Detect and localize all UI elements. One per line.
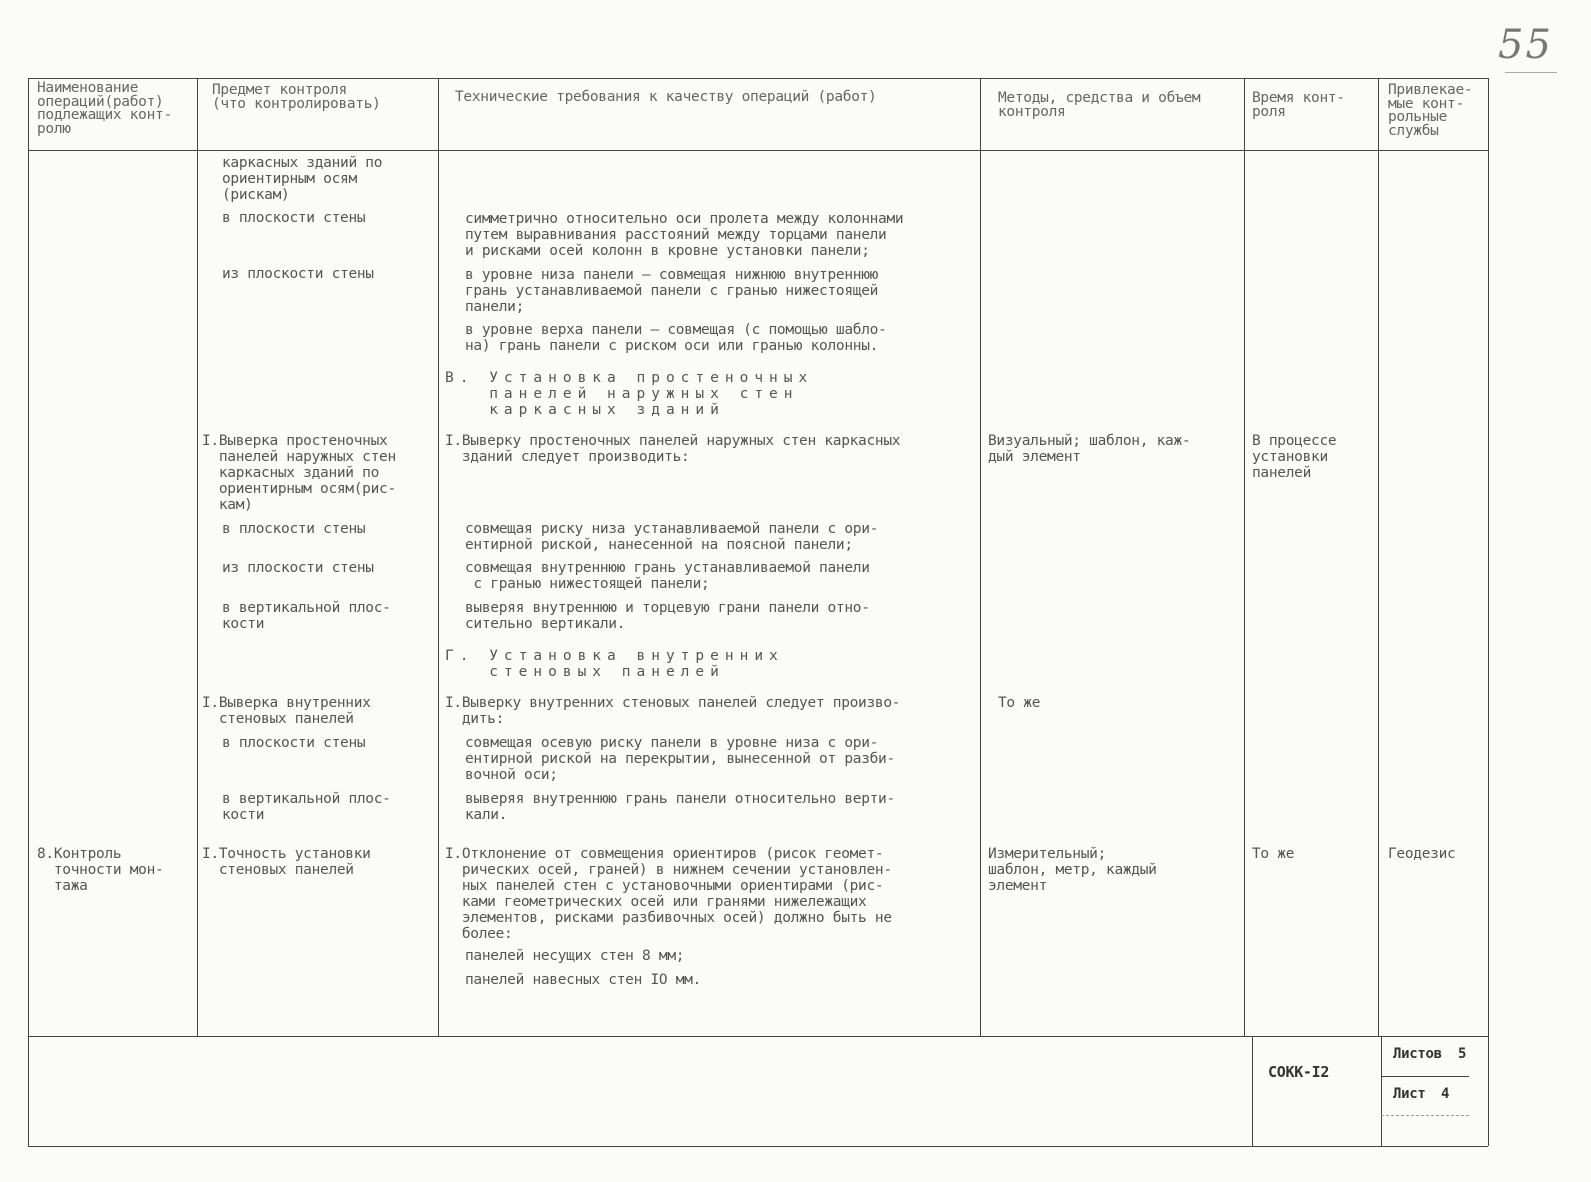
plane-a1: в плоскости стены xyxy=(222,210,366,226)
column-divider-4 xyxy=(1244,78,1245,1036)
requirement-a2: в уровне низа панели – совмещая нижнюю внутреннюю грань устанавливаемой панели с гранью нижестоящей панели; xyxy=(465,267,879,315)
section-v-heading: В. Установка простеночных панелей наружных стен каркасных зданий xyxy=(445,370,814,418)
requirement-g: I.Выверку внутренних стеновых панелей следует произво- дить: xyxy=(445,695,901,727)
page-bottom-border xyxy=(28,1146,1488,1147)
requirement-v1: совмещая риску низа устанавливаемой панели с ори- ентирной риской, нанесенной на поясной панели; xyxy=(465,521,879,553)
stamp-low-line xyxy=(1381,1115,1469,1116)
sheet-value: 4 xyxy=(1441,1086,1450,1102)
column-divider-2 xyxy=(438,78,439,1036)
header-operation-name: Наименование операций(работ) подлежащих конт- ролю xyxy=(37,80,172,137)
requirement-v2: совмещая внутреннюю грань устанавливаемой панели с гранью нижестоящей панели; xyxy=(465,560,870,592)
page-number: 55 xyxy=(1498,22,1553,68)
header-control-methods: Методы, средства и объем контроля xyxy=(998,90,1201,120)
plane-g2: в вертикальной плос- кости xyxy=(222,791,391,823)
requirement-v3: выверяя внутреннюю и торцевую грани панели отно- сительно вертикали. xyxy=(465,600,870,632)
requirement-a1: симметрично относительно оси пролета между колоннами путем выравнивания расстояний между торцами панели и рисками осей колонн в кровне установки панели; xyxy=(465,211,904,259)
column-divider-3 xyxy=(980,78,981,1036)
subject-v: I.Выверка простеночных панелей наружных стен каркасных зданий по ориентирным осям(рис- кам) xyxy=(202,433,396,513)
requirement-8b: панелей навесных стен IO мм. xyxy=(465,972,702,988)
method-v: Визуальный; шаблон, каж- дый элемент xyxy=(988,433,1191,465)
method-8: Измерительный; шаблон, метр, каждый элемент xyxy=(988,846,1157,894)
stamp-mid-line xyxy=(1381,1076,1469,1077)
section-g-heading: Г. Установка внутренних стеновых панелей xyxy=(445,648,784,680)
requirement-g1: совмещая осевую риску панели в уровне низа с ори- ентирной риской на перекрытии, вынесенной от разби- вочной оси; xyxy=(465,735,895,783)
plane-v2: из плоскости стены xyxy=(222,560,374,576)
time-v: В процессе установки панелей xyxy=(1252,433,1337,481)
subject-a-continuation: каркасных зданий по ориентирным осям (рискам) xyxy=(222,155,383,203)
sheets-value: 5 xyxy=(1458,1046,1467,1062)
stamp-divider-2 xyxy=(1381,1036,1382,1146)
requirement-8: I.Отклонение от совмещения ориентиров (рисок геомет- рических осей, граней) в нижнем сечении установлен- ных панелей стен с установочными ориентирами (рис- ками геометрических осей или гранями нижележащих элементов, рисками разбивочных осей) должно быть не более: xyxy=(445,846,892,942)
operation-8: 8.Контроль точности мон- тажа xyxy=(37,846,164,894)
header-technical-requirements: Технические требования к качеству операций (работ) xyxy=(455,89,877,105)
time-8: То же xyxy=(1252,846,1295,862)
header-control-services: Привлекае- мые конт- рольные службы xyxy=(1388,82,1473,139)
requirement-a3: в уровне верха панели – совмещая (с помощью шабло- на) грань панели с риском оси или гранью колонны. xyxy=(465,322,887,354)
plane-a2: из плоскости стены xyxy=(222,266,374,282)
table-bottom-border xyxy=(28,1036,1488,1037)
header-bottom-border xyxy=(28,150,1488,151)
header-control-subject: Предмет контроля (что контролировать) xyxy=(212,82,381,112)
plane-v3: в вертикальной плос- кости xyxy=(222,600,391,632)
table-right-border xyxy=(1488,78,1489,1146)
page-number-underline xyxy=(1505,72,1557,73)
requirement-v: I.Выверку простеночных панелей наружных стен каркасных зданий следует производить: xyxy=(445,433,901,465)
column-divider-1 xyxy=(197,78,198,1036)
subject-8: I.Точность установки стеновых панелей xyxy=(202,846,371,878)
header-control-time: Время конт- роля xyxy=(1252,90,1345,120)
column-divider-5 xyxy=(1378,78,1379,1036)
requirement-g2: выверяя внутреннюю грань панели относительно верти- кали. xyxy=(465,791,895,823)
requirement-8a: панелей несущих стен 8 мм; xyxy=(465,948,685,964)
sheets-label: Листов xyxy=(1393,1046,1442,1062)
sheet-label: Лист xyxy=(1393,1086,1426,1102)
document-code: СОКК-I2 xyxy=(1268,1063,1330,1081)
plane-g1: в плоскости стены xyxy=(222,735,366,751)
plane-v1: в плоскости стены xyxy=(222,521,366,537)
service-8: Геодезис xyxy=(1388,846,1456,862)
method-g: То же xyxy=(998,695,1041,711)
stamp-divider-1 xyxy=(1252,1036,1253,1146)
table-top-border xyxy=(28,78,1488,79)
table-left-border xyxy=(28,78,29,1146)
subject-g: I.Выверка внутренних стеновых панелей xyxy=(202,695,371,727)
